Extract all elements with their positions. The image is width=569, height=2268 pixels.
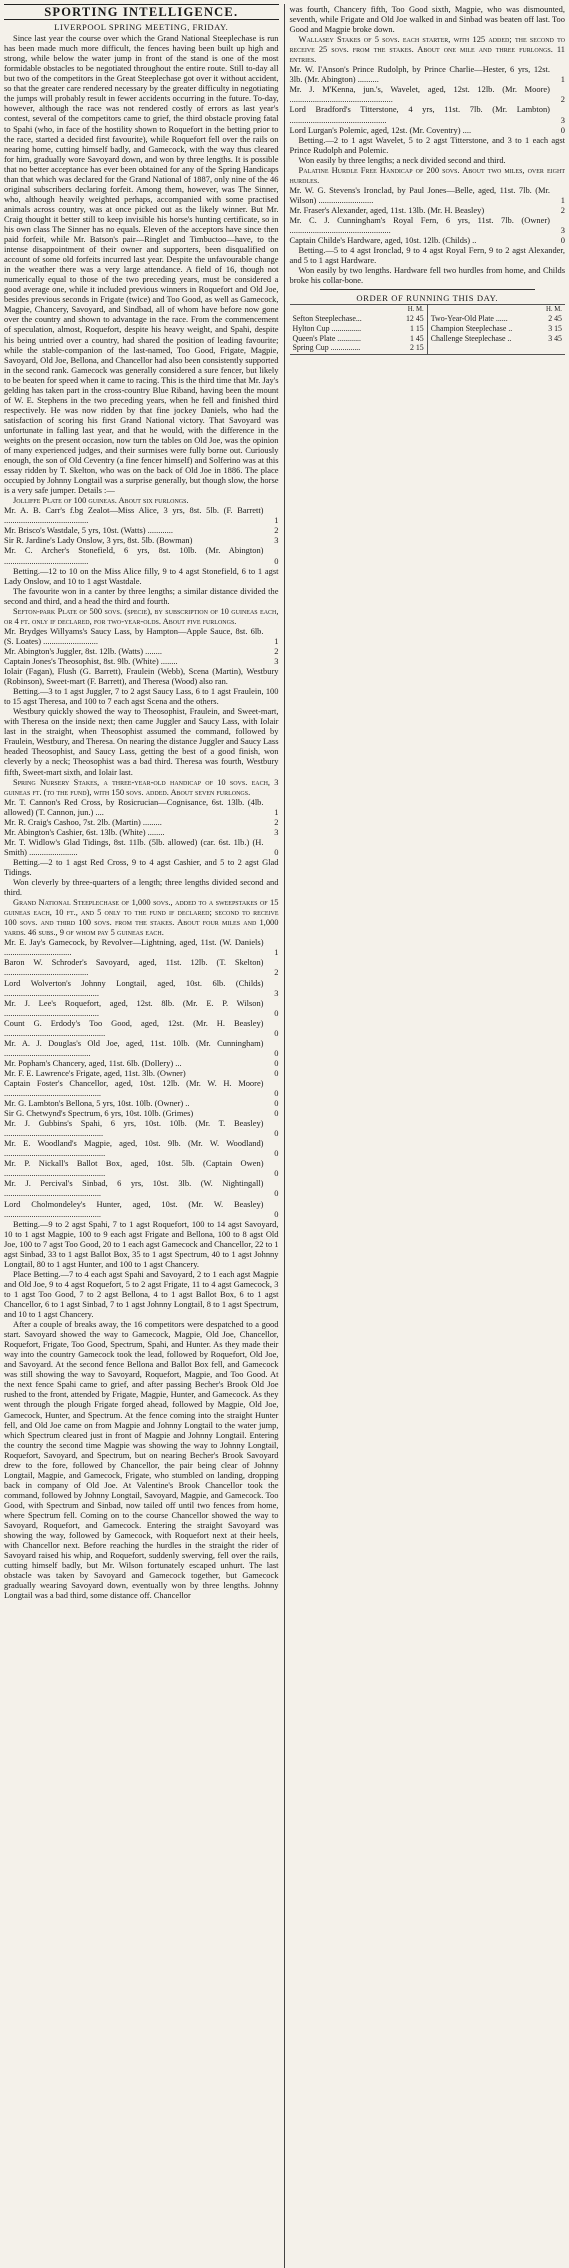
order-of-running-title: ORDER OF RUNNING THIS DAY.	[356, 293, 499, 304]
result-row: Mr. C. Archer's Stonefield, 6 yrs, 8st. 10lb. (Mr. Abington) ........................................ 0	[4, 545, 279, 566]
result-row: Count G. Erdody's Too Good, aged, 12st. (Mr. H. Beasley) ................................................ 0	[4, 1017, 279, 1038]
result-row: Captain Foster's Chancellor, aged, 10st. 12lb. (Mr. W. H. Moore) .............................................. 0	[4, 1077, 279, 1099]
race-heading-sefton: Sefton-park Plate of 500 sovs. (specie), by subscription of 10 guineas each, or 4 ft. only if declared, for two-year-olds. About five furlongs.	[4, 605, 279, 626]
result-text-jolliffe: The favourite won in a canter by three lengths; a similar distance divided the second and third, and a head the third and fourth.	[4, 585, 279, 606]
order-row: Queen's Plate ............ 1 45	[292, 333, 424, 343]
result-row: Mr. W. G. Stevens's Ironclad, by Paul Jones—Belle, aged, 11st. 7lb. (Mr. Wilson) .......................... 1	[289, 184, 565, 205]
order-of-running-table	[290, 304, 566, 354]
result-row: Lord Bradford's Titterstone, 4 yrs, 11st. 7lb. (Mr. Lambton) .............................................. 3	[289, 104, 565, 125]
result-row: Mr. A. B. Carr's f.bg Zealot—Miss Alice, 3 yrs, 8st. 5lb. (F. Barrett) ........................................ 1	[4, 505, 279, 526]
betting-grand-national: Betting.—9 to 2 agst Spahi, 7 to 1 agst Roquefort, 100 to 14 agst Savoyard, 10 to 1 agst Magpie, 100 to 9 each agst Frigate and Bellona, 100 to 8 agst Old Joe, 100 to 7 agst Too Good, 20 to 1 each agst Gamecock and Chancellor, 22 to 1 agst Sinbad, 33 to 1 agst Ballot Box, 35 to 1 agst Spectrum, 40 to 1 agst Johnny Longtail, 80 to 1 agst Hunter, and 100 to 1 agst Chancery.	[4, 1218, 279, 1269]
result-row: Mr. A. J. Douglas's Old Joe, aged, 11st. 10lb. (Mr. Cunningham) ......................................... 0	[4, 1037, 279, 1058]
place-betting-grand-national: Place Betting.—7 to 4 each agst Spahi and Savoyard, 2 to 1 each agst Magpie and Old Joe, 9 to 4 agst Roquefort, 5 to 2 agst Frigate, 11 to 4 agst Gamecock, 3 to 1 agst Too Good, 7 to 2 agst Bellona, 4 to 1 agst Ballot Box, 6 to 1 agst Chancellor, 6 to 1 agst Sinbad, 7 to 1 agst Johnny Longtail, 8 to 1 agst Spectrum, and 10 to 1 agst Chancery.	[4, 1268, 279, 1320]
race-heading-wallasey: Wallasey Stakes of 5 sovs. each starter, with 125 added; the second to receive 25 sovs. from the stakes. About one mile and three furlongs. 11 entries.	[289, 34, 565, 65]
order-row: Challenge Steeplechase .. 3 45	[430, 333, 562, 343]
intro-paragraph: Since last year the course over which the Grand National Steeplechase is run has been made much more difficult, the fences having been built up high and strong, while below the water jump in front of the stand is one of the most formidable obstacles to be negotiated throughout the entire route. Still to-day all but two of the competitors in the Great Steeplechase got over it without accident, so that the greater care rendered necessary by the greater difficulty in negotiating the jumps will probably result in fewer accidents occurring in the future. To-day, however, although the race was not rendered costly of errors as last year's contest, several of the competitors came to grief, the third obstacle proving fatal to Spahi (who, in face of the hostility shown to Roquefort in the betting prior to the race, started a decided first favourite), while Roquefort fell over the rails on nearing home, cutting himself badly, and Gamecock, with the way thus cleared for him, gradually wore Savoyard down, and won by three lengths. It is possible that no better acceptance has ever been obtained for any of the Spring Handicaps than that which was declared for the Grand National of 1887, only nine of the 46 original subscribers declaring forfeit. Among them, however, was The Sinner, who, although heavily weighted perhaps, accompanied with some practised animals across country, was at once picked out as the likely winner. But Mr. Craig thought it better still to keep invisible his horse's hunting certificate, so in his own class The Sinner has no equals. Eleven of the acceptors have since then paid forfeit, while Mr. Batson's pair—Ringlet and Timbuctoo—have, to the intense disappointment of their owner and supporters, been disqualified on account of some old forfeits incurred last year. Despite the unfavourable change in the weather there was a very large attendance. A field of 16, though not numerically equal to those of the two preceding years, must be considered a good average one, while it included previous winners in Roquefort and Old Joe, besides previous seconds in Frigate (twice) and Too Good, as well as Gamecock, Magpie, Chancery, Savoyard, and Sindbad, all of whom have before now gone over the country and shown to advantage in the race. From the commencement of speculation, almost, Roquefort, despite his heavy weight, and Spahi, despite his being untried over a country, had shared the position of leading favourite; while the stable-companion of the last-named, Too Good, Frigate, Magpie, Savoyard, Old Joe, Bellona, and Chancellor had also been consistently supported in the second rank. Gamecock was generally considered a sure fencer, but likely to be beaten for speed when it came to racing. This is the third time that Mr. Jay's gelding has taken part in the cross-country Blue Riband, having been the mount of W. E. Stephens in the two preceding years, when he fell and finished third respectively. He was now ridden by that fine jockey Daniels, who had the satisfaction of scoring his first Grand National victory. That Savoyard was unfortunate in falling last year, and that he would, with the difference in the weights on the present occasion, now turn the tables on Old Joe, was the opinion of many experienced judges, and their surmises were fully borne out. Curiously enough, the son of Old Ceventry (a fine fencer himself) and Solferino was at this essay ridden by T. Skelton, who was on the back of Old Joe in 1886. The place occupied by Johnny Longtail was a surprise generally, but though slow, the horse is a very safe jumper. Details :—	[4, 33, 279, 496]
betting-wallasey: Betting.—2 to 1 agst Wavelet, 5 to 2 agst Titterstone, and 3 to 1 each agst Prince Rudolph and Polemic.	[289, 134, 565, 155]
betting-nursery: Betting.—2 to 1 agst Red Cross, 9 to 4 agst Cashier, and 5 to 2 agst Glad Tidings.	[4, 856, 279, 877]
result-row: Mr. G. Lambton's Bellona, 5 yrs, 10st. 10lb. (Owner) .. 0	[4, 1098, 279, 1109]
order-row: Hylton Cup ............... 1 15	[292, 323, 424, 333]
result-row: Mr. Brydges Willyams's Saucy Lass, by Hampton—Apple Sauce, 8st. 6lb. (S. Loates) .......................... 1	[4, 625, 279, 646]
result-row: Mr. Brisco's Wastdale, 5 yrs, 10st. (Watts) ............ 2	[4, 525, 279, 536]
result-list-wallasey	[290, 64, 566, 134]
race-heading-nursery: Spring Nursery Stakes, a three-year-old handicap of 10 sovs. each, 3 guineas ft. (to the fund), with 150 sovs. added. About seven furlongs.	[4, 776, 279, 797]
left-column	[4, 4, 285, 2268]
right-column	[285, 4, 566, 2268]
result-list-jolliffe	[4, 505, 279, 565]
result-text-sefton: Westbury quickly showed the way to Theosophist, Fraulein, and Sweet-mart, with Theresa on the inside next; then came Juggler and Saucy Lass, with Iolair last in the straight, when Theosophist assumed the command, followed by Fraulein, Westbury, and Theresa. On nearing the distance Juggler and Saucy Lass headed Theosophist, and Saucy Lass, getting the best of a good finish, won cleverly by a neck; Theosophist was a bad third. Theresa was fourth, Westbury fifth, Sweet-mart sixth, and Iolair last.	[4, 706, 279, 777]
result-row: Sir R. Jardine's Lady Onslow, 3 yrs, 8st. 5lb. (Bowman) 3	[4, 535, 279, 546]
result-list-palatine	[290, 185, 566, 245]
result-row: Mr. Popham's Chancery, aged, 11st. 6lb. (Dollery) ... 0	[4, 1057, 279, 1068]
order-row: Two-Year-Old Plate ...... 2 45	[430, 314, 562, 324]
result-text-wallasey: Won easily by three lengths; a neck divided second and third.	[298, 154, 506, 165]
result-row: Lord Wolverton's Johnny Longtail, aged, 10st. 6lb. (Childs) ............................................. 3	[4, 977, 279, 998]
race-description-grand-national: After a couple of breaks away, the 16 competitors were despatched to a good start. Savoyard showed the way to Gamecock, Magpie, Old Joe, Chancellor, Roquefort, Frigate, Too Good, Spectrum, Spahi, and Hunter. As they made their way into the country Gamecock took the lead, followed by Roquefort, Old Joe, and Savoyard. At the second fence Bellona and Ballot Box fell, and Gamecock was still showing the way to Savoyard, Roquefort, Magpie, and Too Good. At the next fence Spahi came to grief, and after passing Becher's Brook Old Joe rushed to the front, attended by Frigate, Magpie, Hunter, and Gamecock. As they went through the plough Frigate forged ahead, followed by Magpie, Old Joe, Gamecock, Hunter, and Spectrum. At the fence coming into the straight Hunter fell, and Old Joe came on from Magpie and Johnny Longtail to the water jump, which Spectrum cleared just in front of Magpie and Johnny Longtail. Entering the country the second time Magpie was showing the way to Johnny Longtail, Roquefort, Savoyard, and Spectrum, but on nearing Becher's Brook Savoyard drew to the fore, followed by Chancellor, the pair being clear of Johnny Longtail, Magpie, and Gamecock, Frigate, who stumbled on landing, dropping back in company of Old Joe. At Valentine's Brook Chancellor took the command, followed by Johnny Longtail, Savoyard, Magpie, and Gamecock. Too Good, with Spectrum and Sinbad, now tailed off until two fences from home, where Spectrum fell. Coming on to the course Chancellor showed the way to Savoyard, Roquefort, and Gamecock. Entering the straight Savoyard was showing the way, followed by Gamecock, with Roquefort next at their heels, with Chancellor next. Before reaching the hurdles in the straight the rider of Savoyard raised his whip, and Roquefort, suddenly swerving, fell over the rails, cutting himself badly, but Mr. Wilson fortunately escaped unhurt. The last obstacle was taken by Savoyard and Gamecock together, but Gamecock gradually wearing Savoyard down, eventually won by three lengths. Johnny Longtail was a bad third, some distance off. Chancellor	[4, 1319, 279, 1601]
result-list-grand-national	[4, 937, 279, 1218]
race-description-continued: was fourth, Chancery fifth, Too Good sixth, Magpie, who was dismounted, seventh, while Frigate and Old Joe walked in and Sinbad was beaten off last. Too Good and Magpie broke down.	[289, 4, 565, 35]
result-row: Mr. E. Woodland's Magpie, aged, 10st. 9lb. (Mr. W. Woodland) ................................................ 0	[4, 1138, 279, 1159]
section-masthead	[4, 4, 279, 20]
order-column-left	[290, 305, 427, 353]
section-title: SPORTING INTELLIGENCE.	[44, 5, 239, 19]
result-row: Mr. J. Lee's Roquefort, aged, 12st. 8lb. (Mr. E. P. Wilson) ............................................. 0	[4, 997, 279, 1018]
result-text-palatine: Won easily by two lengths. Hardware fell two hurdles from home, and Childs broke his collar-bone.	[289, 265, 565, 286]
result-row: Mr. F. E. Lawrence's Frigate, aged, 11st. 3lb. (Owner) 0	[4, 1067, 279, 1078]
race-heading-palatine: Palatine Hurdle Free Handicap of 200 sovs. About two miles, over eight hurdles.	[289, 164, 565, 185]
order-column-right	[427, 305, 565, 353]
hm-label: H. M.	[407, 306, 424, 314]
result-list-nursery	[4, 797, 279, 857]
result-row: Mr. Abington's Cashier, 6st. 13lb. (White) ........ 3	[4, 826, 279, 837]
also-ran-sefton: Iolair (Fagan), Flush (G. Barrett), Fraulein (Webb), Scena (Martin), Westbury (Robinson), Sweet-mart (F. Barrett), and Theresa (Wood) also ran.	[4, 666, 279, 687]
result-row: Mr. C. J. Cunningham's Royal Fern, 6 yrs, 11st. 7lb. (Owner) ................................................ 3	[289, 214, 565, 236]
result-list-sefton	[4, 626, 279, 666]
result-row: Lord Lurgan's Polemic, aged, 12st. (Mr. Coventry) .... 0	[289, 124, 565, 135]
result-row: Mr. Fraser's Alexander, aged, 11st. 13lb. (Mr. H. Beasley) 2	[289, 204, 565, 215]
result-row: Mr. J. M'Kenna, jun.'s, Wavelet, aged, 12st. 12lb. (Mr. Moore) ................................................. 2	[289, 84, 565, 105]
result-row: Captain Jones's Theosophist, 8st. 9lb. (White) ........ 3	[4, 656, 279, 666]
order-row: Spring Cup ............... 2 15	[292, 343, 424, 353]
race-heading-grand-national: Grand National Steeplechase of 1,000 sovs., added to a sweepstakes of 15 guineas each, 10 ft., and 5 only to the fund if declared; second to receive 100 sovs. and third 100 sovs. from the stakes. About four miles and 1,000 yards. 46 subs., 9 of whom pay 5 guineas each.	[4, 897, 279, 938]
result-row: Mr. T. Cannon's Red Cross, by Rosicrucian—Cognisance, 6st. 13lb. (4lb. allowed) (T. Cannon, jun.) .... 1	[4, 796, 279, 817]
result-row: Mr. W. I'Anson's Prince Rudolph, by Prince Charlie—Hester, 6 yrs, 12st. 3lb. (Mr. Abington) .......... 1	[289, 64, 565, 85]
hm-label: H. M.	[545, 306, 562, 314]
result-row: Mr. J. Gubbins's Spahi, 6 yrs, 10st. 10lb. (Mr. T. Beasley) ............................................... 0	[4, 1118, 279, 1139]
race-heading-jolliffe: Jolliffe Plate of 100 guineas. About six furlongs.	[13, 495, 189, 506]
order-row: Champion Steeplechase .. 3 15	[430, 323, 562, 333]
result-row: Mr. P. Nickall's Ballot Box, aged, 10st. 5lb. (Captain Owen) ................................................ 0	[4, 1158, 279, 1179]
result-row: Mr. T. Widlow's Glad Tidings, 8st. 11lb. (5lb. allowed) (car. 6st. 1lb.) (H. Smith) ....................... 0	[4, 836, 279, 857]
betting-palatine: Betting.—5 to 4 agst Ironclad, 9 to 4 agst Royal Fern, 9 to 2 agst Alexander, and 5 to 1 agst Hardware.	[289, 245, 565, 266]
result-row: Baron W. Schroder's Savoyard, aged, 11st. 12lb. (T. Skelton) ........................................ 2	[4, 957, 279, 978]
order-row: Sefton Steeplechase... 12 45	[292, 314, 424, 324]
result-row: Sir G. Chetwynd's Spectrum, 6 yrs, 10st. 10lb. (Grimes) 0	[4, 1108, 279, 1119]
result-text-nursery: Won cleverly by three-quarters of a length; three lengths divided second and third.	[4, 877, 279, 898]
result-row: Captain Childe's Hardware, aged, 10st. 12lb. (Childs) .. 0	[289, 235, 565, 246]
betting-jolliffe: Betting.—12 to 10 on the Miss Alice filly, 9 to 4 agst Stonefield, 6 to 1 agst Lady Onslow, and 10 to 1 agst Wastdale.	[4, 565, 279, 586]
result-row: Lord Cholmondeley's Hunter, aged, 10st. (Mr. W. Beasley) .............................................. 0	[4, 1198, 279, 1219]
result-row: Mr. Abington's Juggler, 8st. 12lb. (Watts) ........ 2	[4, 645, 279, 656]
betting-sefton: Betting.—3 to 1 agst Juggler, 7 to 2 agst Saucy Lass, 6 to 1 agst Fraulein, 100 to 15 agst Theresa, and 100 to 7 each agst Scena and the others.	[4, 686, 279, 707]
result-row: Mr. R. Craig's Cashoo, 7st. 2lb. (Martin) ......... 2	[4, 816, 279, 827]
result-row: Mr. J. Percival's Sinbad, 6 yrs, 10st. 3lb. (W. Nightingall) .............................................. 0	[4, 1178, 279, 1199]
section-divider	[320, 289, 536, 290]
meeting-heading: LIVERPOOL SPRING MEETING, FRIDAY.	[54, 22, 229, 33]
result-row: Mr. E. Jay's Gamecock, by Revolver—Lightning, aged, 11st. (W. Daniels) ................................ 1	[4, 937, 279, 958]
